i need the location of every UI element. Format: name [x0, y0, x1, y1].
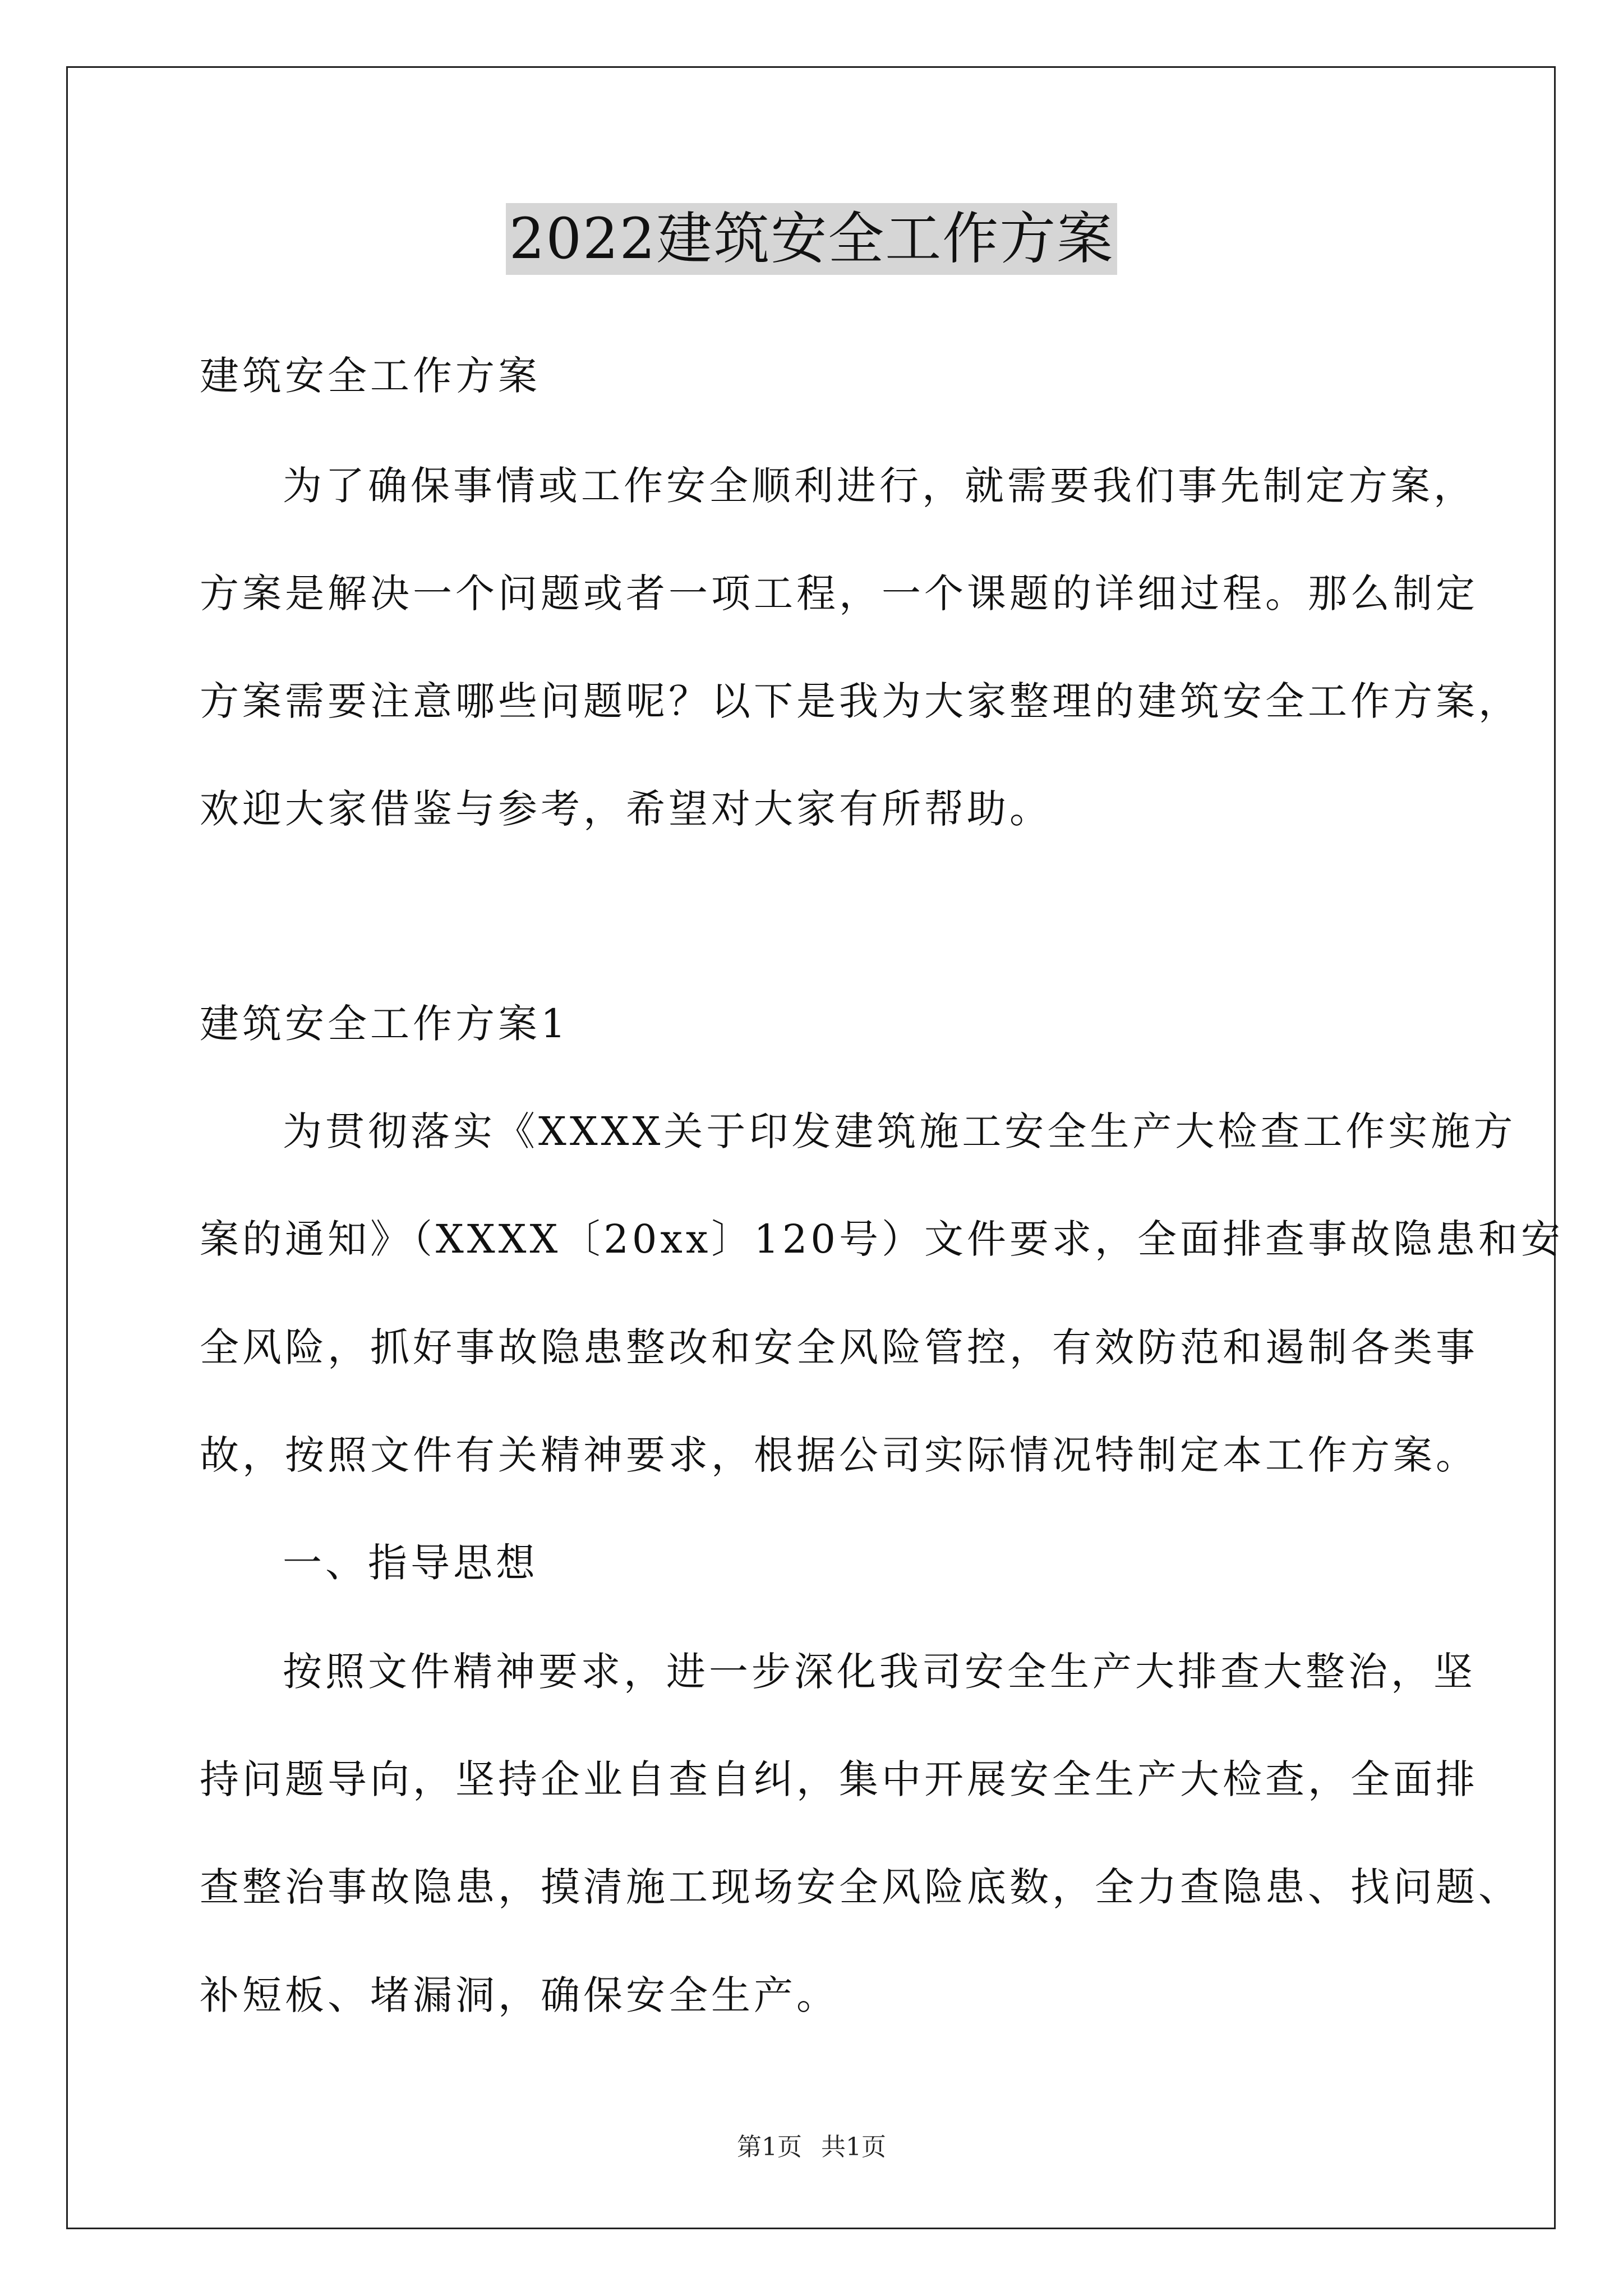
- paragraph-line: 案的通知》（XXXX〔20xx〕120号）文件要求，全面排查事故隐患和安: [200, 1216, 1564, 1262]
- paragraph-line: 方案需要注意哪些问题呢？以下是我为大家整理的建筑安全工作方案，: [200, 678, 1521, 724]
- section-heading: 建筑安全工作方案1: [200, 1001, 569, 1047]
- page-number: 第1页: [737, 2133, 802, 2161]
- paragraph-line: 补短板、堵漏洞，确保安全生产。: [200, 1972, 839, 2018]
- document-title: 2022建筑安全工作方案: [506, 203, 1118, 275]
- paragraph-line: 全风险，抓好事故隐患整改和安全风险管控，有效防范和遏制各类事: [200, 1324, 1478, 1370]
- page-footer: [0, 2131, 1623, 2164]
- paragraph-line: 为贯彻落实《XXXX关于印发建筑施工安全生产大检查工作实施方: [283, 1108, 1516, 1154]
- paragraph-line: 方案是解决一个问题或者一项工程，一个课题的详细过程。那么制定: [200, 570, 1478, 616]
- paragraph-line: 故，按照文件有关精神要求，根据公司实际情况特制定本工作方案。: [200, 1432, 1478, 1478]
- subsection-heading: 一、指导思想: [283, 1540, 538, 1586]
- paragraph-line: 为了确保事情或工作安全顺利进行，就需要我们事先制定方案，: [283, 463, 1476, 509]
- page-total: 共1页: [821, 2133, 886, 2161]
- paragraph-line: 持问题导向，坚持企业自查自纠，集中开展安全生产大检查，全面排: [200, 1756, 1478, 1802]
- paragraph-line: 按照文件精神要求，进一步深化我司安全生产大排查大整治，坚: [283, 1649, 1476, 1695]
- paragraph-line: 查整治事故隐患，摸清施工现场安全风险底数，全力查隐患、找问题、: [200, 1864, 1521, 1910]
- section-heading: 建筑安全工作方案: [200, 353, 541, 399]
- paragraph-line: 欢迎大家借鉴与参考，希望对大家有所帮助。: [200, 786, 1052, 832]
- title-container: [0, 203, 1623, 275]
